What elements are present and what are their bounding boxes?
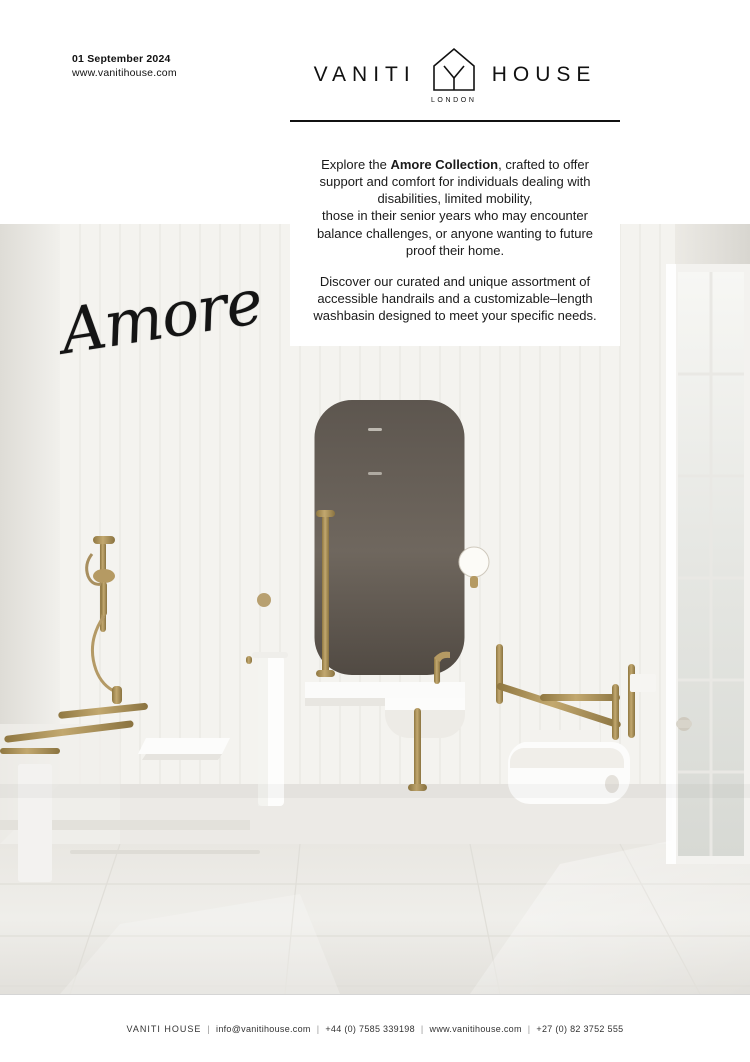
house-outline-icon xyxy=(426,44,482,106)
footer-brand: VANITI HOUSE xyxy=(126,1024,202,1034)
intro-paragraph-1-pre: Explore the xyxy=(321,157,391,172)
footer-email[interactable]: info@vanitihouse.com xyxy=(216,1024,311,1034)
collection-name: Amore Collection xyxy=(390,157,499,172)
footer-website[interactable]: www.vanitihouse.com xyxy=(429,1024,522,1034)
footer-phone-uk[interactable]: +44 (0) 7585 339198 xyxy=(325,1024,415,1034)
brand-word-right: HOUSE xyxy=(491,63,597,86)
intro-paragraph-2: those in their senior years who may encounter balance challenges, or anyone wanting to future proof their home. xyxy=(316,208,594,258)
header-meta xyxy=(72,52,177,80)
brand-logo xyxy=(290,40,620,110)
brand-word-left: VANITI xyxy=(313,63,416,86)
footer-separator-4: | xyxy=(527,1024,531,1034)
intro-text-card xyxy=(290,142,620,346)
page-footer xyxy=(0,994,750,1062)
footer-separator-1: | xyxy=(207,1024,211,1034)
amore-script-overlay: Amore xyxy=(55,264,267,369)
intro-paragraph-1 xyxy=(310,156,600,207)
footer-separator-3: | xyxy=(420,1024,424,1034)
footer-phone-za[interactable]: +27 (0) 82 3752 555 xyxy=(536,1024,624,1034)
intro-paragraph-1-post: , crafted to offer support and comfort for individuals dealing with disabilities, limited mobility, xyxy=(319,157,591,207)
footer-separator-2: | xyxy=(316,1024,320,1034)
paragraph-spacer xyxy=(310,259,600,273)
header-website: www.vanitihouse.com xyxy=(72,67,177,80)
brand-subtitle: LONDON xyxy=(430,97,477,104)
footer-contact-line xyxy=(127,1024,624,1034)
header-date: 01 September 2024 xyxy=(72,53,171,65)
intro-paragraph-3: Discover our curated and unique assortment of accessible handrails and a customizable–length washbasin designed to meet your specific needs. xyxy=(313,273,597,324)
header-divider xyxy=(290,120,620,122)
